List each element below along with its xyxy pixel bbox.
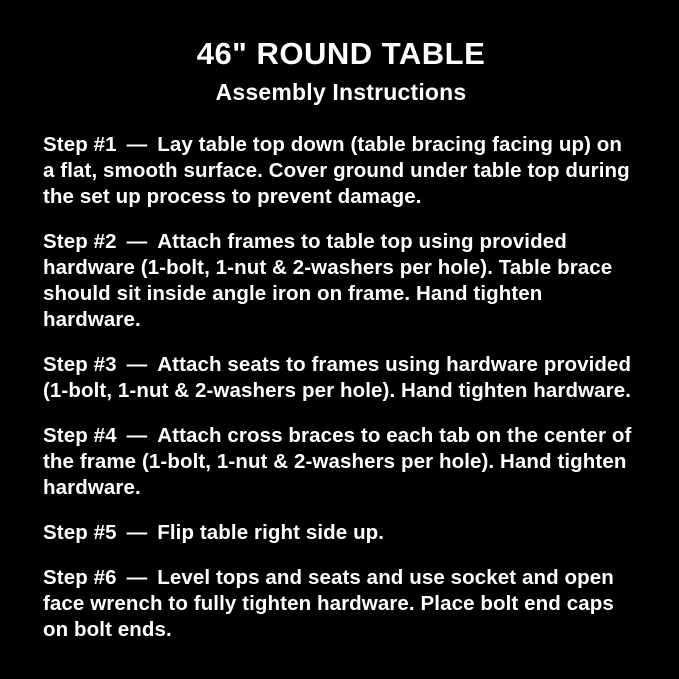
- step-text: Attach seats to frames using hardware provided (1-bolt, 1-nut & 2-washers per hole). Hand tighten hardware.: [43, 352, 632, 402]
- step-item-6: [43, 565, 639, 643]
- step-separator: —: [126, 132, 148, 156]
- step-item-2: [43, 229, 639, 333]
- step-text: Level tops and seats and use socket and open face wrench to fully tighten hardware. Place bolt end caps on bolt ends.: [43, 565, 614, 641]
- steps-list: [43, 132, 639, 643]
- step-separator: —: [126, 520, 148, 544]
- step-label: Step #3: [43, 352, 117, 376]
- step-label: Step #2: [43, 229, 117, 253]
- step-text: Flip table right side up.: [157, 520, 385, 544]
- step-separator: —: [126, 423, 148, 447]
- step-item-1: [43, 132, 639, 210]
- step-item-4: [43, 423, 639, 501]
- step-label: Step #5: [43, 520, 117, 544]
- step-separator: —: [126, 229, 148, 253]
- page-subtitle: Assembly Instructions: [215, 78, 467, 105]
- step-text: Attach frames to table top using provided hardware (1-bolt, 1-nut & 2-washers per hole). Table brace should sit inside angle iron on frame. Hand tighten hardware.: [43, 229, 613, 331]
- step-separator: —: [126, 565, 148, 589]
- step-item-5: [43, 520, 639, 546]
- step-label: Step #6: [43, 565, 117, 589]
- step-text: Lay table top down (table bracing facing up) on a flat, smooth surface. Cover ground under table top during the set up process to prevent damage.: [43, 132, 630, 208]
- step-text: Attach cross braces to each tab on the center of the frame (1-bolt, 1-nut & 2-washers per hole). Hand tighten hardware.: [43, 423, 632, 499]
- page-title: 46" ROUND TABLE: [196, 36, 486, 71]
- header: [43, 36, 639, 106]
- step-separator: —: [126, 352, 148, 376]
- step-item-3: [43, 352, 639, 404]
- step-label: Step #1: [43, 132, 117, 156]
- step-label: Step #4: [43, 423, 117, 447]
